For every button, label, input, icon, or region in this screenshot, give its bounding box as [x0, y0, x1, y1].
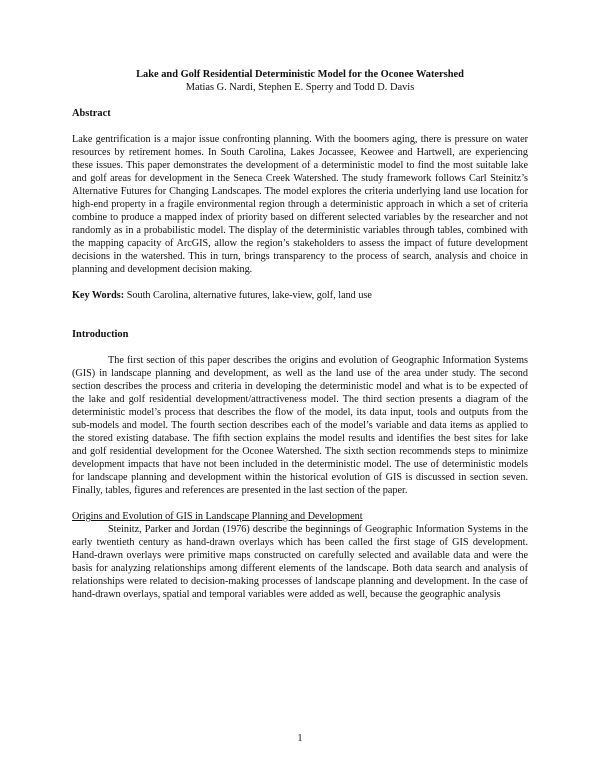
- page-number: 1: [297, 733, 303, 744]
- paper-title: Lake and Golf Residential Deterministic Model for the Oconee Watershed: [136, 69, 464, 80]
- paper-authors: Matias G. Nardi, Stephen E. Sperry and Todd D. Davis: [185, 82, 415, 93]
- introduction-heading: Introduction: [72, 329, 129, 340]
- introduction-text: The first section of this paper describes the origins and evolution of Geographic Information Systems (GIS) in landscape planning and development, as well as the land use of the area under study. The second section describes the process and criteria in developing the deterministic model and what is to be expected of the lake and golf residential development/attractiveness model. The third section presents a diagram of the deterministic model’s process that describes the flow of the model, its data input, tools and outputs from the sub-models and model. The fourth section describes each of the model’s variable and data items as applied to the stored existing database. The fifth section explains the model results and identifies the best sites for lake and golf residential development for the Oconee Watershed. The sixth section recommends steps to minimize development impacts that have not been included in the deterministic model. The use of deterministic models for landscape planning and development within the historical evolution of GIS is discussed in section seven. Finally, tables, figures and references are presented in the last section of the paper.: [72, 355, 528, 496]
- keywords-paragraph: [72, 289, 528, 302]
- paper-page: [72, 68, 528, 601]
- abstract-heading: Abstract: [72, 108, 111, 119]
- keywords-text: South Carolina, alternative futures, lake-view, golf, land use: [124, 290, 372, 301]
- keywords-label: Key Words:: [72, 290, 125, 301]
- origins-text: Steinitz, Parker and Jordan (1976) describe the beginnings of Geographic Information Systems in the early twentieth century as hand-drawn overlays which has been called the first stage of GIS development. Hand-drawn overlays were primitive maps constructed on carefully selected and available data and were the basis for analyzing relationships among different elements of the landscape. Both data search and analysis of relationships were related to decision-making processes of landscape planning and development. In the case of hand-drawn overlays, spatial and temporal variables were added as well, because the geographic analysis: [72, 524, 528, 600]
- abstract-text: Lake gentrification is a major issue confronting planning. With the boomers aging, there is pressure on water resources by retirement homes. In South Carolina, Lakes Jocassee, Keowee and Hartwell, are experiencing these issues. This paper demonstrates the development of a deterministic model to find the most suitable lake and golf areas for development in the Seneca Creek Watershed. The study framework follows Carl Steinitz’s Alternative Futures for Changing Landscapes. The model explores the criteria underlying land use location for high-end property in a fragile environmental region through a deterministic approach in which a set of criteria combine to produce a mapped index of priority based on different selected variables by the researcher and not randomly as in a probabilistic model. The display of the deterministic variables through tables, combined with the mapping capacity of ArcGIS, allow the region’s stakeholders to assess the impact of future development decisions in the watershed. This in turn, brings transparency to the process of search, analysis and choice in planning and development decision making.: [72, 134, 528, 275]
- origins-heading: Origins and Evolution of GIS in Landscape Planning and Development: [72, 511, 363, 522]
